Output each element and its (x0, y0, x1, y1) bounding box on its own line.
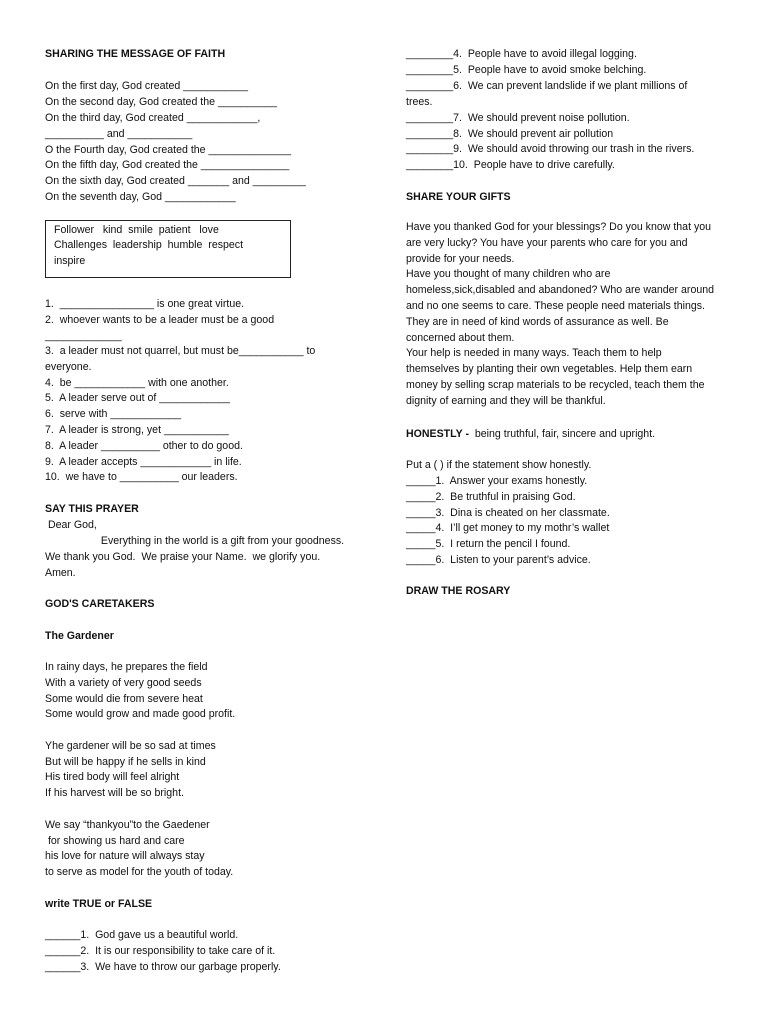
honesty-item: _____5. I return the pencil I found. (406, 538, 571, 550)
prayer-line: Everything in the world is a gift from your goodness. (45, 535, 345, 547)
honesty-instruction: Put a ( ) if the statement show honestly. (406, 459, 592, 471)
poem-line: for showing us hard and care (45, 835, 185, 847)
faith-line: O the Fourth day, God created the ______________ (45, 144, 291, 156)
poem-line: If his harvest will be so bright. (45, 787, 184, 799)
leader-item: everyone. (45, 361, 92, 373)
poem-line: to serve as model for the youth of today. (45, 866, 234, 878)
poem-line: In rainy days, he prepares the field (45, 661, 208, 673)
leader-item: 10. we have to __________ our leaders. (45, 471, 238, 483)
faith-line: On the fifth day, God created the _______________ (45, 159, 290, 171)
leader-item: 1. ________________ is one great virtue. (45, 298, 245, 310)
faith-line: On the sixth day, God created _______ and _________ (45, 175, 306, 187)
true-false-item: ______3. We have to throw our garbage properly. (45, 961, 281, 973)
poem-line: his love for nature will always stay (45, 850, 205, 862)
leader-item: 8. A leader __________ other to do good. (45, 440, 243, 452)
true-false-item: ________8. We should prevent air pollution (406, 128, 614, 140)
leader-item: 9. A leader accepts ____________ in life. (45, 456, 242, 468)
true-false-item: ______1. God gave us a beautiful world. (45, 929, 239, 941)
gifts-paragraph: Have you thanked God for your blessings? Do you know that you are very lucky? You have your parents who care for you and provide for your needs. Have you thought of many children who are homeless,sick,disabled and abandoned? Who are wander around and no one seems to care. These people need materials things. They are in need of kind words of assurance as well. Be concerned about them. Your help is needed in many ways. Teach them to help themselves by planting their own vegetables. Help them earn money by selling scrap materials to be recycled, teach them the dignity of earning and they will be thankful. (406, 221, 715, 407)
faith-heading: SHARING THE MESSAGE OF FAITH (45, 48, 226, 60)
prayer-line: Dear God, (45, 519, 97, 531)
leader-item: 5. A leader serve out of ____________ (45, 392, 230, 404)
word-bank-box (45, 220, 291, 278)
true-false-item: ______2. It is our responsibility to take care of it. (45, 945, 276, 957)
true-false-item: ________6. We can prevent landslide if we plant millions of (406, 80, 688, 92)
honesty-item: _____1. Answer your exams honestly. (406, 475, 588, 487)
leader-item: 6. serve with ____________ (45, 408, 182, 420)
prayer-line: We thank you God. We praise your Name. we glorify you. (45, 551, 321, 563)
faith-line: On the seventh day, God ____________ (45, 191, 236, 203)
gifts-heading: SHARE YOUR GIFTS (406, 191, 511, 203)
poem-line: With a variety of very good seeds (45, 677, 202, 689)
word-bank-line: inspire (54, 255, 86, 267)
honesty-item: _____6. Listen to your parent’s advice. (406, 554, 591, 566)
faith-line: __________ and ___________ (45, 128, 193, 140)
true-false-item: ________4. People have to avoid illegal logging. (406, 48, 637, 60)
true-false-item: ________10. People have to drive carefully. (406, 159, 615, 171)
leader-item: 3. a leader must not quarrel, but must be___________ to (45, 345, 316, 357)
poem-line: We say “thankyou”to the Gaedener (45, 819, 210, 831)
prayer-heading: SAY THIS PRAYER (45, 503, 139, 515)
poem-line: Some would die from severe heat (45, 693, 203, 705)
word-bank-line: Challenges leadership humble respect (54, 239, 244, 251)
leader-item: _____________ (45, 330, 122, 342)
poem-line: But will be happy if he sells in kind (45, 756, 206, 768)
leader-item: 7. A leader is strong, yet ___________ (45, 424, 229, 436)
rosary-heading: DRAW THE ROSARY (406, 585, 511, 597)
faith-line: On the second day, God created the __________ (45, 96, 277, 108)
honesty-definition: being truthful, fair, sincere and upright. (469, 428, 656, 440)
poem-line: Yhe gardener will be so sad at times (45, 740, 216, 752)
honesty-heading: HONESTLY - (406, 428, 469, 440)
leader-item: 2. whoever wants to be a leader must be a good (45, 314, 275, 326)
caretakers-heading: GOD'S CARETAKERS (45, 598, 155, 610)
poem-line: Some would grow and made good profit. (45, 708, 236, 720)
true-false-heading: write TRUE or FALSE (45, 898, 153, 910)
poem-line: His tired body will feel alright (45, 771, 180, 783)
honesty-item: _____2. Be truthful in praising God. (406, 491, 576, 503)
word-bank-line: Follower kind smile patient love (54, 224, 219, 236)
poem-title: The Gardener (45, 630, 114, 642)
true-false-item: ________7. We should prevent noise pollution. (406, 112, 630, 124)
honesty-item: _____3. Dina is cheated on her classmate. (406, 507, 610, 519)
leader-item: 4. be ____________ with one another. (45, 377, 229, 389)
true-false-item: trees. (406, 96, 433, 108)
true-false-item: ________9. We should avoid throwing our trash in the rivers. (406, 143, 695, 155)
honesty-item: _____4. I’ll get money to my mothr’s wallet (406, 522, 610, 534)
faith-line: On the third day, God created ____________, (45, 112, 261, 124)
true-false-item: ________5. People have to avoid smoke belching. (406, 64, 647, 76)
faith-line: On the first day, God created ___________ (45, 80, 248, 92)
prayer-line: Amen. (45, 567, 76, 579)
honesty-line (406, 427, 655, 441)
